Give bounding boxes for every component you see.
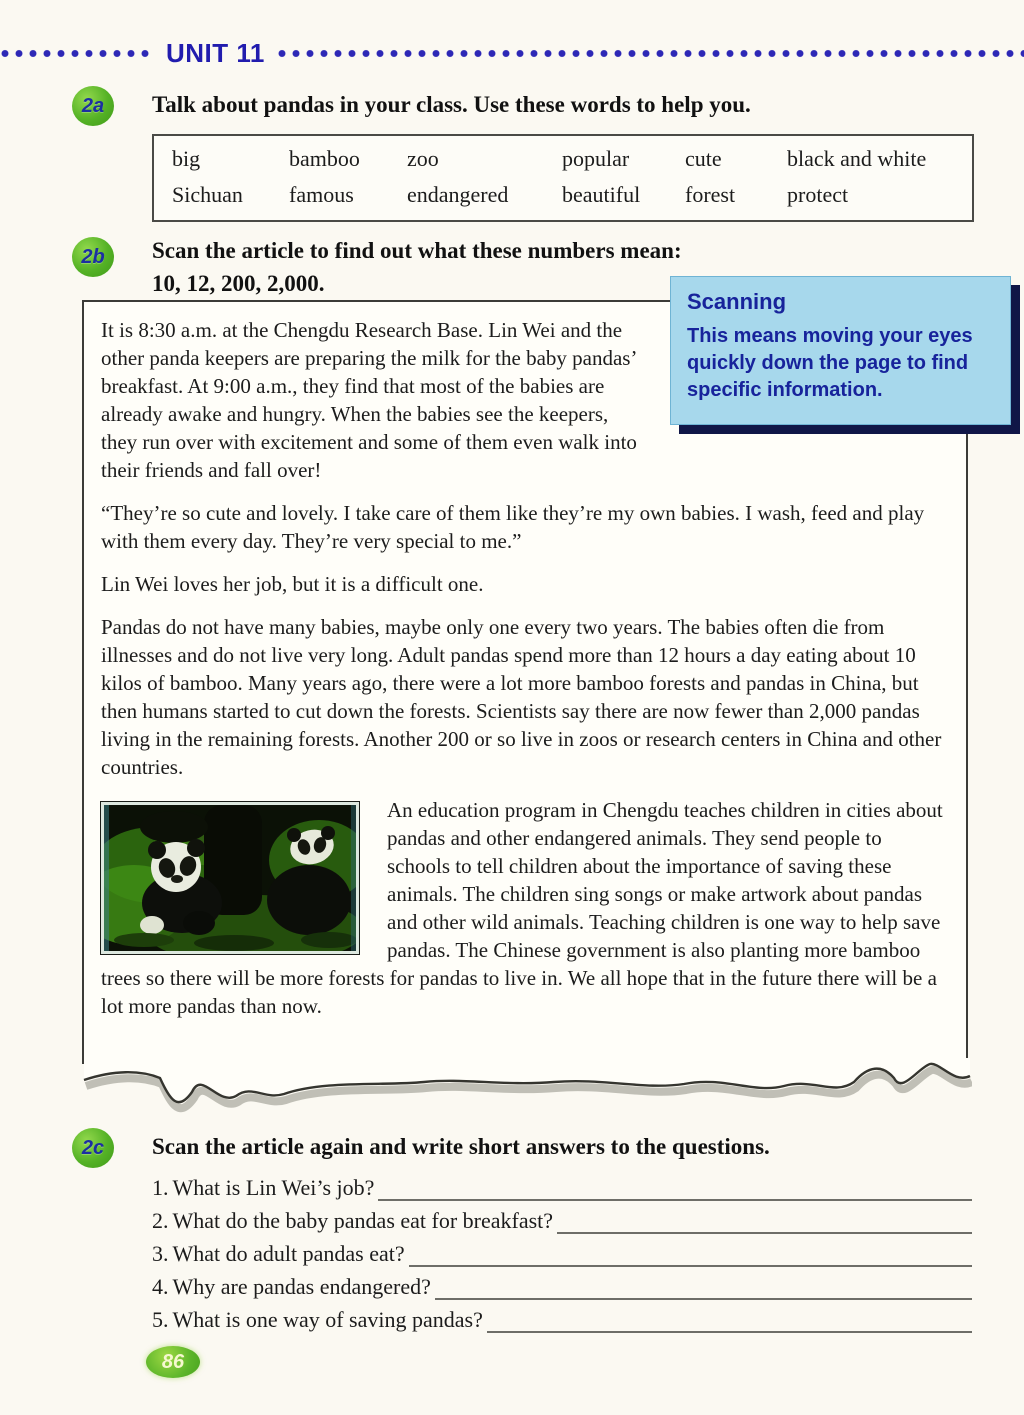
section-2b-title: Scan the article to find out what these numbers mean: [152,238,682,263]
article-paragraph-4: Pandas do not have many babies, maybe only one every two years. The babies often die from illnesses and do not live very long. Adult pandas spend more than 12 hours a day eating about 10 kilos of bamboo. Many years ago, there were a lot more bamboo forests and pandas in China, but then humans started to cut down the forests. Scientists say there are now fewer than 2,000 pandas living in the remaining forests. Another 200 or so live in zoos or research centers in China and other countries. [101,615,942,779]
question-text: What do the baby pandas eat for breakfast? [172,1208,554,1233]
word-item: cute [685,146,722,171]
dotted-divider-right [277,49,1024,58]
section-2c-title: Scan the article again and write short answers to the questions. [152,1134,770,1159]
section-2a-badge: 2a [72,86,114,126]
answer-blank-3[interactable] [409,1241,972,1267]
answer-blank-1[interactable] [378,1175,972,1201]
question-text: What do adult pandas eat? [172,1241,405,1266]
answer-blank-5[interactable] [487,1307,972,1333]
torn-paper-edge [82,1058,972,1120]
question-number: 4. [152,1274,169,1299]
question-text: What is Lin Wei’s job? [172,1175,375,1200]
scanning-tip-title: Scanning [687,289,787,314]
word-item: famous [289,182,354,207]
question-number: 1. [152,1175,169,1200]
question-number: 3. [152,1241,169,1266]
word-item: big [172,146,201,171]
scanning-tip-box [670,276,1011,425]
answer-blank-2[interactable] [557,1208,972,1234]
question-row-4 [152,1267,972,1300]
question-text: Why are pandas endangered? [172,1274,431,1299]
unit-header [0,37,1024,68]
question-number: 5. [152,1307,169,1332]
article-paragraph-1: It is 8:30 a.m. at the Chengdu Research Base. Lin Wei and the other panda keepers are preparing the milk for the baby pandas’ breakfast. At 9:00 a.m., they find that most of the babies are already awake and hungry. When the babies see the keepers, they run over with excitement and some of them even walk into their friends and fall over! [101,318,637,482]
panda-photo [101,802,359,954]
article-paragraph-5: An education program in Chengdu teaches children in cities about pandas and other endangered animals. They send people to schools to tell children about the importance of saving these animals. The children sing songs or make artwork about pandas and other wild animals. Teaching children is one way to help save pandas. The Chinese government is also planting more bamboo trees so there will be more forests for pandas to live in. We all hope that in the future there will be a lot more pandas than now. [101,798,943,1018]
word-item: Sichuan [172,182,243,207]
article-paragraph-5-block [101,796,949,1020]
word-item: zoo [407,146,439,171]
article-paragraph-2: “They’re so cute and lovely. I take care of them like they’re my own babies. I wash, feed and play with them every day. They’re very special to me.” [101,501,925,553]
question-row-3 [152,1234,972,1267]
question-row-5 [152,1300,972,1333]
page-number-badge: 86 [146,1346,200,1378]
word-box [152,134,974,222]
section-2b-badge: 2b [72,237,114,277]
word-item: popular [562,146,630,171]
question-row-1 [152,1168,972,1201]
section-2c-badge: 2c [72,1128,114,1168]
word-item: beautiful [562,182,641,207]
question-text: What is one way of saving pandas? [172,1307,483,1332]
question-list [152,1168,972,1333]
question-number: 2. [152,1208,169,1233]
unit-title: UNIT 11 [166,37,265,68]
answer-blank-4[interactable] [435,1274,972,1300]
word-item: endangered [407,182,509,207]
word-item: black and white [787,146,927,171]
dotted-divider-left [0,49,152,58]
question-row-2 [152,1201,972,1234]
scanning-tip-body: This means moving your eyes quickly down the page to find specific information. [687,325,973,401]
word-item: protect [787,182,849,207]
section-2c-header [72,1128,972,1168]
article-paragraph-3: Lin Wei loves her job, but it is a difficult one. [101,572,484,596]
section-2a-title: Talk about pandas in your class. Use these words to help you. [152,92,751,117]
word-item: forest [685,182,736,207]
word-item: bamboo [289,146,360,171]
section-2b-numbers: 10, 12, 200, 2,000. [152,271,325,296]
section-2a-header [72,86,972,126]
